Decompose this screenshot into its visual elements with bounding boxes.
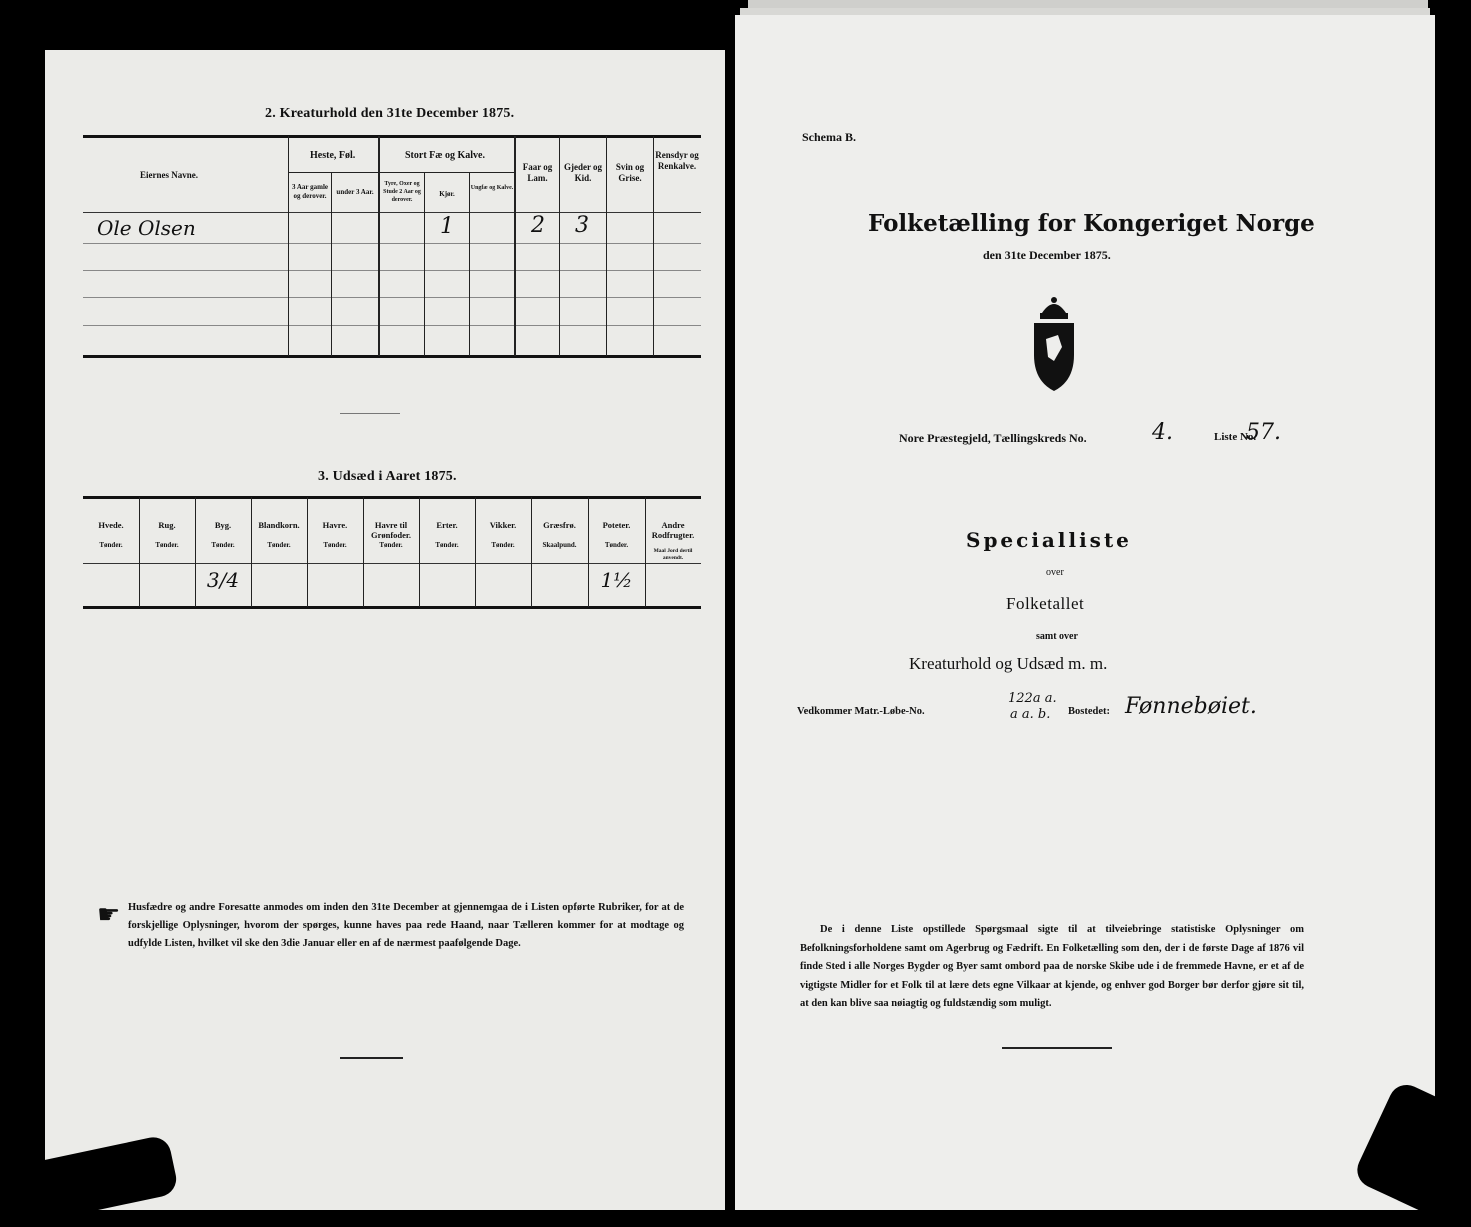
table-row-rule (83, 243, 701, 244)
header-cattle-sub1: Tyre, Oxer og Stude 2 Aar og derover. (383, 181, 421, 203)
sowing-unit: Tønder. (211, 541, 235, 549)
over-text: over (1046, 567, 1064, 578)
census-date: den 31te December 1875. (983, 248, 1111, 262)
header-cattle: Stort Fæ og Kalve. (405, 150, 485, 161)
header-pigs: Svin og Grise. (615, 162, 645, 183)
sowing-unit: Tønder. (99, 541, 123, 549)
section2-title: 2. Kreaturhold den 31te December 1875. (265, 106, 515, 121)
col-divider (531, 497, 532, 607)
sowing-header: Blandkorn. (258, 520, 300, 530)
table-bottom-rule (83, 355, 701, 358)
col-divider (378, 136, 380, 356)
sowing-header: Græsfrø. (543, 520, 576, 530)
specialliste-heading: Specialliste (966, 528, 1132, 552)
header-horses-sub1: 3 Aar gamle og derover. (291, 183, 329, 200)
goats-value: 3 (575, 213, 589, 238)
col-divider (139, 497, 140, 607)
list-label: Liste No. (1214, 431, 1257, 443)
notice-text: Husfædre og andre Foresatte anmodes om inden den 31te December at gjennemgaa de i Listen opførte Rubriker, for at de forskjellige Oplysninger, hvorom der spørges, kunne haves paa rede Haand, naar Tælleren kommer for at modtage og udfylde Listen, hvilket vil ske den 3die Januar eller en af de nærmest paafølgende Dage. (128, 902, 684, 949)
table-row-rule (83, 325, 701, 326)
sowing-top-rule (83, 496, 701, 499)
sowing-unit: Maal Jord dertil anvendt. (653, 548, 693, 561)
col-divider (475, 497, 476, 607)
samt-over-text: samt over (1036, 631, 1078, 642)
col-divider (288, 136, 289, 356)
col-divider (307, 497, 308, 607)
sowing-bottom-rule (83, 606, 701, 609)
table-row-rule (83, 297, 701, 298)
kreaturhold-heading: Kreaturhold og Udsæd m. m. (909, 654, 1108, 673)
district-label: Nore Præstegjeld, Tællingskreds No. (899, 431, 1087, 445)
table-top-rule (83, 135, 701, 138)
folketallet-heading: Folketallet (1006, 594, 1085, 613)
sowing-header: Andre Rodfrugter. (651, 520, 695, 540)
header-horses-sub2: under 3 Aar. (336, 188, 374, 196)
matr-label: Vedkommer Matr.-Løbe-No. (797, 706, 925, 717)
table-header-rule (83, 212, 701, 213)
owner-name: Ole Olsen (97, 216, 196, 240)
sowing-header: Havre til Grønfoder. (370, 520, 412, 540)
sowing-unit: Tønder. (604, 541, 629, 549)
col-divider (331, 172, 332, 356)
header-horses: Heste, Føl. (310, 150, 356, 161)
col-divider (251, 497, 252, 607)
sowing-unit: Tønder. (267, 541, 291, 549)
footer-text: De i denne Liste opstillede Spørgsmaal sigte til at tilveiebringe statistiske Oplysninger om Befolkningsforholdene samt om Agerbrug og Fædrift. En Folketælling som den, der i de første Dage af 1876 vil finde Sted i alle Norges Bygder og Byer samt ombord paa de norske Skibe ude i de fremmede Havne, er et af de vigtigste Midler for et Folk til at lære dets egne Vilkaar at kjende, og enhver god Borger bør derfor gjøre sit til, at den kan blive saa nøiagtig og fuldstændig som muligt. (800, 924, 1304, 1009)
pointing-hand-icon: ☛ (97, 900, 121, 929)
schema-label: Schema B. (802, 130, 856, 144)
norwegian-coat-of-arms-icon (1028, 295, 1080, 393)
col-divider (469, 172, 470, 356)
separator (340, 1057, 403, 1059)
sowing-value: 3/4 (206, 568, 240, 592)
district-number: 4. (1152, 420, 1173, 445)
sowing-header: Havre. (322, 520, 348, 530)
list-number: 57. (1246, 420, 1281, 445)
sowing-unit: Skaalpund. (542, 541, 577, 549)
sowing-unit: Tønder. (155, 541, 179, 549)
sowing-header: Rug. (158, 520, 176, 530)
sheep-value: 2 (531, 213, 545, 238)
sowing-header: Erter. (436, 520, 458, 530)
cows-value: 1 (440, 214, 454, 239)
matr-number-2: a a. b. (1010, 707, 1051, 722)
sowing-unit: Tønder. (491, 541, 515, 549)
sowing-header: Poteter. (602, 520, 631, 530)
sowing-value: 1½ (600, 568, 633, 592)
header-reindeer: Rensdyr og Renkalve. (655, 150, 699, 171)
matr-number-1: 122a a. (1008, 691, 1057, 706)
sowing-header: Vikker. (489, 520, 517, 530)
sowing-unit: Tønder. (323, 541, 347, 549)
bosted-value: Fønnebøiet. (1125, 694, 1257, 719)
sowing-header: Hvede. (98, 520, 124, 530)
sowing-unit: Tønder. (435, 541, 459, 549)
header-sheep: Faar og Lam. (522, 162, 553, 183)
header-goats: Gjeder og Kid. (563, 162, 603, 183)
col-divider (424, 172, 425, 356)
header-cattle-sub2: Kjør. (439, 190, 455, 198)
sowing-header: Byg. (214, 520, 232, 530)
col-divider (419, 497, 420, 607)
table-row-rule (83, 270, 701, 271)
sowing-header-rule (83, 563, 701, 564)
section3-title: 3. Udsæd i Aaret 1875. (318, 469, 457, 484)
subheader-rule (288, 172, 514, 173)
header-owner: Eiernes Navne. (140, 170, 198, 180)
header-cattle-sub3: Ungfæ og Kalve. (470, 185, 514, 191)
sowing-unit: Tønder. (379, 541, 403, 549)
right-page (735, 15, 1435, 1210)
page-edge (748, 0, 1428, 8)
separator (1002, 1047, 1112, 1049)
bosted-label: Bostedet: (1068, 706, 1110, 717)
separator (340, 413, 400, 414)
col-divider (363, 497, 364, 607)
page-title: Folketælling for Kongeriget Norge (868, 210, 1315, 237)
